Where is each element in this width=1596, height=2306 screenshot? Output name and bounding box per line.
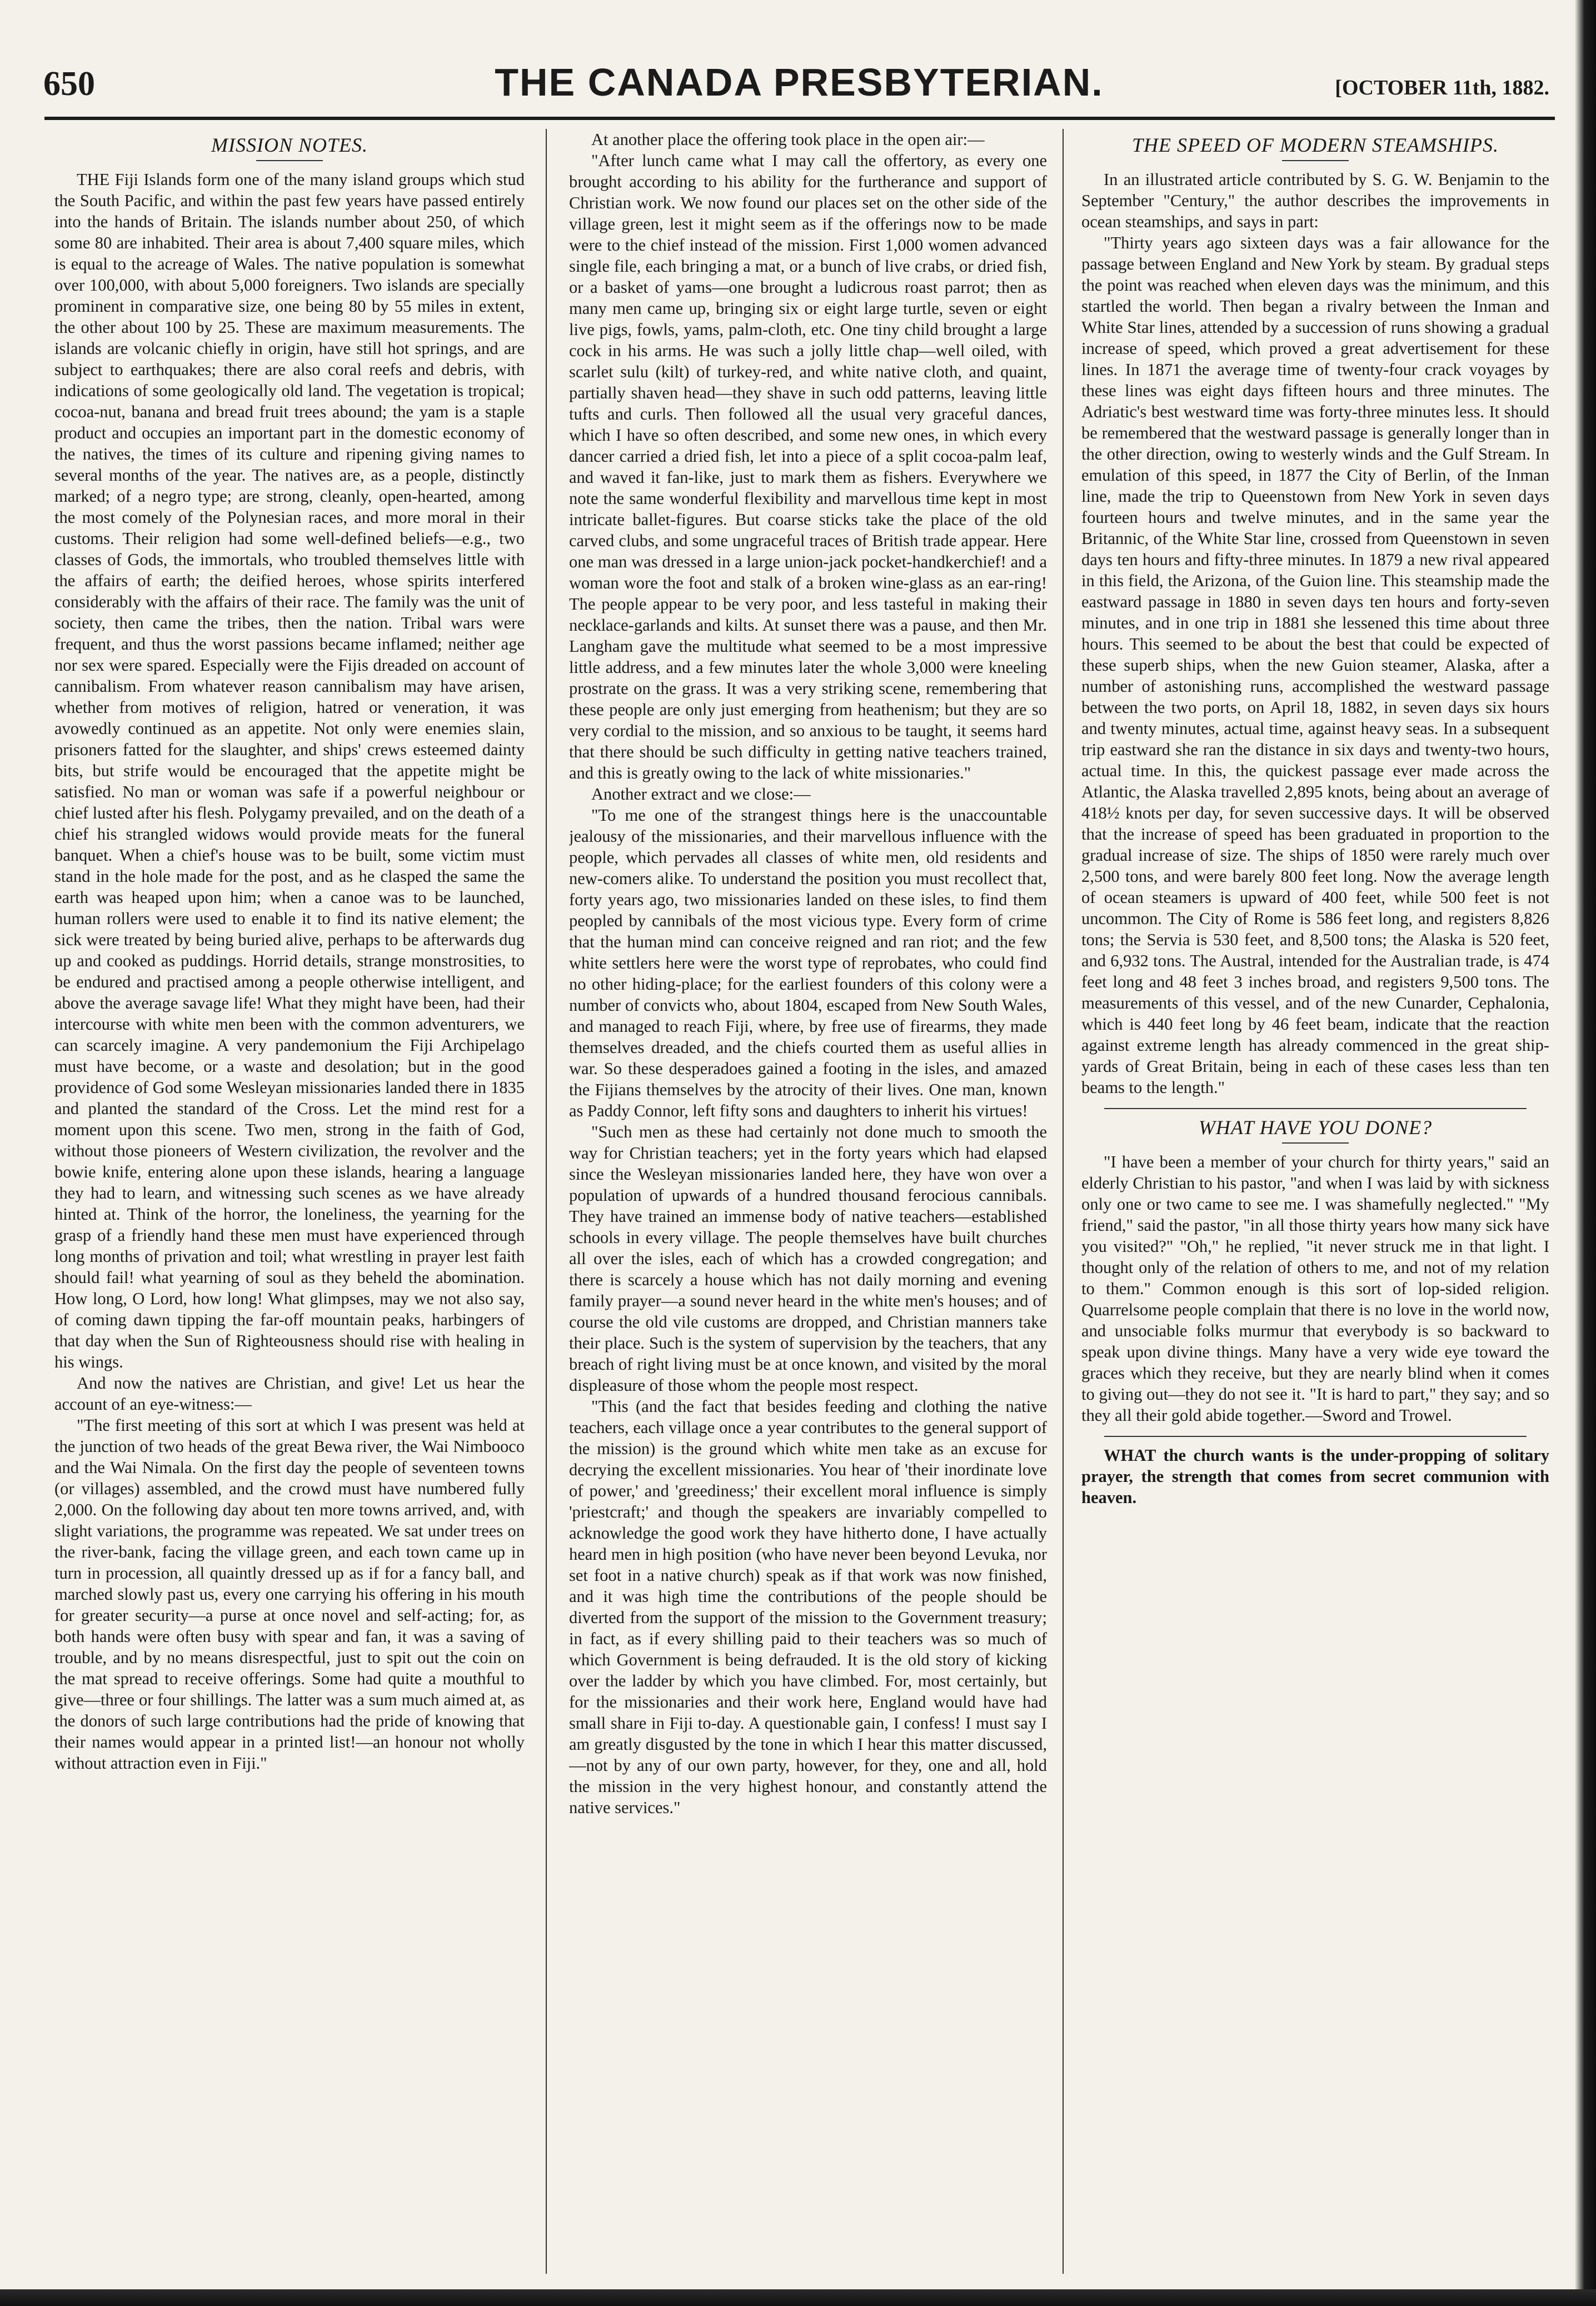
header-rule [44,117,1555,120]
column-3 [1081,129,1549,2263]
column-divider [546,129,547,2274]
page-bottom-edge [0,2289,1596,2306]
issue-date: [OCTOBER 11th, 1882. [1335,76,1549,99]
paragraph: Another extract and we close:— [591,785,811,803]
closing-paragraph: WHAT the church wants is the under-propping of solitary prayer, the strength that comes from secret communion with heaven. [1081,1446,1549,1507]
paragraph: "I have been a member of your church for thirty years," said an elderly Christian to his pastor, "and when I was laid by with sickness only one or two came to see me. I was shamefully neglected." "My friend," said the pastor, "in all those thirty years how many sick have you visited?" "Oh," he replied, "it never struck me in that light. I thought only of the relation of others to me, and not of my relation to them." Common enough is this sort of lop-sided religion. Quarrelsome people complain that there is no love in the world now, and unsociable folks murmur that everybody is so backward to speak upon divine things. Many have a very wide eye toward the graces which they receive, but they are nearly blind when it comes to giving out—they do not see it. "It is hard to part," they say; and so they all their gold abide together.—Sword and Trowel. [1081,1152,1549,1425]
page-number: 650 [43,65,95,103]
paragraph: "Such men as these had certainly not done much to smooth the way for Christian teachers; yet in the forty years which had elapsed since the Wesleyan missionaries landed here, they have won over a population of upwards of a hundred thousand ferocious cannibals. They have trained an immense body of native teachers—established schools in every village. The people themselves have built churches all over the isles, each of which has a crowded congregation; and there is scarcely a house which has not daily morning and evening family prayer—a sound never heard in the white men's houses; and of course the old vile customs are dropped, and Christian manners take their place. Such is the system of supervision by the teachers, that any breach of right living must be at once known, and visited by the moral displeasure of those whom the people most respect. [569,1122,1047,1395]
paragraph: In an illustrated article contributed by S. G. W. Benjamin to the September "Century," the author describes the improvements in ocean steamships, and says in part: [1081,170,1549,231]
section-separator [1104,1436,1527,1437]
column-1 [54,129,525,2263]
paragraph: "After lunch came what I may call the offertory, as every one brought according to his ability for the furtherance and support of Christian work. We now found our places set on the other side of the village green, lest it might seem as if the offerings now to be made were to the chief instead of the mission. First 1,000 women advanced single file, each bringing a mat, or a bunch of live crabs, or dried fish, or a basket of yams—one brought a ludicrous roast parrot; then as many men came up, bringing six or eight large turtle, seven or eight live pigs, fowls, yams, palm-cloth, etc. One tiny child brought a large cock in his arms. He was such a jolly little chap—well oiled, with scarlet sulu (kilt) of turkey-red, and white native cloth, and quaint, partially shaven head—they shave in such odd patterns, leaving little tufts and curls. Then followed all the usual very graceful dances, which I have so often described, and some new ones, in which every dancer carried a dried fish, let into a piece of a split cocoa-palm leaf, and waved it fan-like, just to mark them as fishers. Everywhere we note the same wonderful flexibility and marvellous time kept in most intricate ballet-figures. But coarse sticks take the place of the old carved clubs, and some ungraceful traces of British trade appear. Here one man was dressed in a large union-jack pocket-handkerchief! and a woman wore the foot and stalk of a broken wine-glass as an ear-ring! The people appear to be very poor, and less tasteful in making their necklace-garlands and kilts. At sunset there was a pause, and then Mr. Langham gave the multitude what seemed to be a most impressive little address, and a few minutes later the whole 3,000 were kneeling prostrate on the grass. It was a very striking scene, remembering that these people are only just emerging from heathenism; but they are so very cordial to the mission, and so anxious to be taught, it seems hard that there should be such difficulty in getting native teachers trained, and this is greatly owing to the lack of white missionaries." [569,151,1047,782]
section-separator [1104,1108,1527,1109]
paragraph: "This (and the fact that besides feeding and clothing the native teachers, each village once a year contributes to the general support of the mission) is the ground which white men take as an excuse for decrying the excellent missionaries. You hear of 'their inordinate love of power,' and 'greediness;' their excellent moral influence is simply 'priestcraft;' and though the speakers are invariably compelled to acknowledge the good work they have hitherto done, I have actually heard men in high position (who have never been beyond Levuka, nor set foot in a native church) speak as if that work was now finished, and it was high time the contributions of the people should be diverted from the support of the mission to the Government treasury; in fact, as if every shilling paid to their teachers was so much of which Government is being defrauded. It is the old story of kicking over the ladder by which you have climbed. For, most certainly, but for the missionaries and their work here, England would have had small share in Fiji to-day. A questionable gain, I confess! I must say I am greatly disgusted by the tone in which I hear this matter discussed,—not by any of our own party, however, for they, one and all, hold the mission in the very highest honour, and constantly attend the native services." [569,1397,1047,1817]
title-rule [1282,160,1349,161]
page-header [43,60,1555,116]
title-rule [1282,1142,1349,1144]
title-rule [256,160,323,161]
section-title-mission-notes: MISSION NOTES. [211,134,368,156]
column-2 [569,129,1047,2263]
paragraph: "To me one of the strangest things here is the unaccountable jealousy of the missionaries, and their marvellous influence with the people, which pervades all classes of white men, old residents and new-comers alike. To understand the position you must recollect that, forty years ago, two missionaries landed on these isles, to find them peopled by cannibals of the most vicious type. Every form of crime that the human mind can conceive reigned and ran riot; and the few white settlers here were the worst type of reprobates, who could find no other hiding-place; for the earliest founders of this colony were a number of convicts who, about 1804, escaped from New South Wales, and managed to reach Fiji, where, by free use of firearms, they made themselves dreaded, and the chiefs courted them as useful allies in war. So these desperadoes gained a footing in the isles, and amazed the Fijians themselves by the atrocity of their lives. One man, known as Paddy Connor, left fifty sons and daughters to inherit his virtues! [569,806,1047,1120]
paragraph: "The first meeting of this sort at which I was present was held at the junction of two heads of the great Bewa river, the Wai Nimbooco and the Wai Nimala. On the first day the people of seventeen towns (or villages) assembled, and the crowd must have numbered fully 2,000. On the following day about ten more towns arrived, and, with slight variations, the programme was repeated. We sat under trees on the river-bank, facing the village green, and each town came up in turn in procession, all quaintly dressed up as if for a fancy ball, and marched slowly past us, every one carrying his offering in his mouth for greater security—a purse at once novel and self-acting; for, as both hands were often busy with spear and fan, it was a saving of trouble, and by no means disrespectful, just to spit out the coin on the mat spread to receive offerings. Some had quite a mouthful to give—three or four shillings. The latter was a sum much aimed at, as the donors of such large contributions had the pride of knowing that their names would appear in a printed list!—an honour not wholly without attraction even in Fiji." [54,1416,525,1773]
masthead: THE CANADA PRESBYTERIAN. [495,61,1104,104]
page-edge-shadow [1575,0,1596,2306]
column-divider [1063,129,1064,2274]
paragraph: At another place the offering took place in the open air:— [591,130,985,149]
paragraph: "Thirty years ago sixteen days was a fair allowance for the passage between England and New York by steam. By gradual steps the point was reached when eleven days was the minimum, and this startled the world. Then began a rivalry between the Inman and White Star lines, attended by a succession of runs showing a gradual increase of speed, which proved a great advertisement for these lines. In 1871 the average time of twenty-four crack voyages by these lines was eight days fifteen hours and three minutes. The Adriatic's best westward time was forty-three minutes less. It should be remembered that the westward passage is generally longer than in the other direction, owing to westerly winds and the Gulf Stream. In emulation of this speed, in 1877 the City of Berlin, of the Inman line, made the trip to Queenstown from New York in seven days fourteen hours and twelve minutes, and in the same year the Britannic, of the White Star line, crossed from Queenstown in seven days ten hours and fifty-three minutes. In 1879 a new rival appeared in this field, the Arizona, of the Guion line. This steamship made the eastward passage in 1880 in seven days ten hours and forty-seven minutes, and in one trip in 1881 she lessened this time about three hours. This seemed to be about the best that could be expected of these superb ships, when the new Guion steamer, Alaska, after a number of astonishing runs, accomplished the westward passage between the two ports, on April 18, 1882, in seven days six hours and twenty minutes, actual time, against heavy seas. In a subsequent trip eastward she ran the distance in six days and twenty-two hours, actual time. In this, the quickest passage ever made across the Atlantic, the Alaska travelled 2,895 knots, being about an average of 418½ knots per day, for seven successive days. It will be observed that the increase of speed has been graduated in proportion to the gradual increase of size. The ships of 1850 were rarely much over 2,500 tons, and were barely 800 feet long. Now the average length of ocean steamers is upward of 400 feet, while 500 feet is not uncommon. The City of Rome is 586 feet long, and registers 8,826 tons; the Servia is 530 feet, and 8,500 tons; the Alaska is 520 feet, and 6,932 tons. The Austral, intended for the Australian trade, is 474 feet long and 48 feet 3 inches broad, and registers 9,500 tons. The measurements of this vessel, and of the new Cunarder, Cephalonia, which is 440 feet long by 46 feet beam, indicate that the reaction against extreme length has already commenced in the great ship-yards of Great Britain, being in each of these cases less than ten beams to the length." [1081,233,1549,1097]
section-title-what-have-you-done: WHAT HAVE YOU DONE? [1198,1116,1433,1139]
paragraph: THE Fiji Islands form one of the many island groups which stud the South Pacific, and within the past few years have passed entirely into the hands of Britain. The islands number about 250, of which some 80 are inhabited. Their area is about 7,400 square miles, which is equal to the acreage of Wales. The native population is somewhat over 100,000, with about 5,000 foreigners. Two islands are specially prominent in comparative size, one being 80 by 55 miles in extent, the other about 100 by 25. These are maximum measurements. The islands are volcanic chiefly in origin, have still hot springs, and are subject to earthquakes; there are also coral reefs and debris, with indications of some geologically old land. The vegetation is tropical; cocoa-nut, banana and bread fruit trees abound; the yam is a staple product and occupies an important part in the domestic economy of the natives, the times of its culture and ripening giving names to several months of the year. The natives are, as a people, distinctly marked; of a negro type; are strong, cleanly, open-hearted, among the most comely of the Polynesian races, and more moral in their customs. Their religion had some well-defined beliefs—e.g., two classes of Gods, the immortals, who troubled themselves little with the affairs of earth; the deified heroes, whose spirits interfered considerably with the affairs of their race. The family was the unit of society, then came the tribes, then the nation. Tribal wars were frequent, and thus the worst passions became inflamed; neither age nor sex were spared. Especially were the Fijis dreaded on account of cannibalism. From whatever reason cannibalism may have arisen, whether from motives of religion, hatred or veneration, it was avowedly continued as an appetite. Not only were enemies slain, prisoners fatted for the slaughter, and ships' crews esteemed dainty bits, but strife would be encouraged that the appetite might be satisfied. No man or woman was safe if a powerful neighbour or chief lusted after his flesh. Polygamy prevailed, and on the death of a chief his strangled widows would provide meats for the funeral banquet. When a chief's house was to be built, some victim must stand in the hole made for the post, and as he clasped the same the earth was heaped upon him; when a canoe was to be launched, human rollers were used to enable it to find its native element; the sick were treated by being buried alive, perhaps to be afterwards dug up and cooked as puddings. Horrid details, strange monstrosities, to be endured and practised among a people otherwise intelligent, and above the average savage life! What they might have been, had their intercourse with white men been with the common adventurers, we can scarcely imagine. A very pandemonium the Fiji Archipelago must have become, or a waste and desolation; but in the good providence of God some Wesleyan missionaries landed there in 1835 and planted the standard of the Cross. Let the mind rest for a moment upon this scene. Two men, strong in the faith of God, without those pioneers of Western civilization, the revolver and the bowie knife, entering alone upon these islands, hearing a language they had to learn, and witnessing such scenes as we have already hinted at. Think of the horror, the loneliness, the yearning for the grasp of a friendly hand these men must have experienced through long months of privation and toil; what wrestling in prayer lest faith should fail! what yearning of soul as they beheld the abomination. How long, O Lord, how long! What glimpses, may we not also say, of coming dawn tipping the far-off mountain peaks, harbingers of that day when the Sun of Righteousness should rise with healing in his wings. [54,170,525,1371]
paragraph: And now the natives are Christian, and give! Let us hear the account of an eye-witness:— [54,1374,525,1414]
section-title-steamships: THE SPEED OF MODERN STEAMSHIPS. [1132,134,1499,156]
